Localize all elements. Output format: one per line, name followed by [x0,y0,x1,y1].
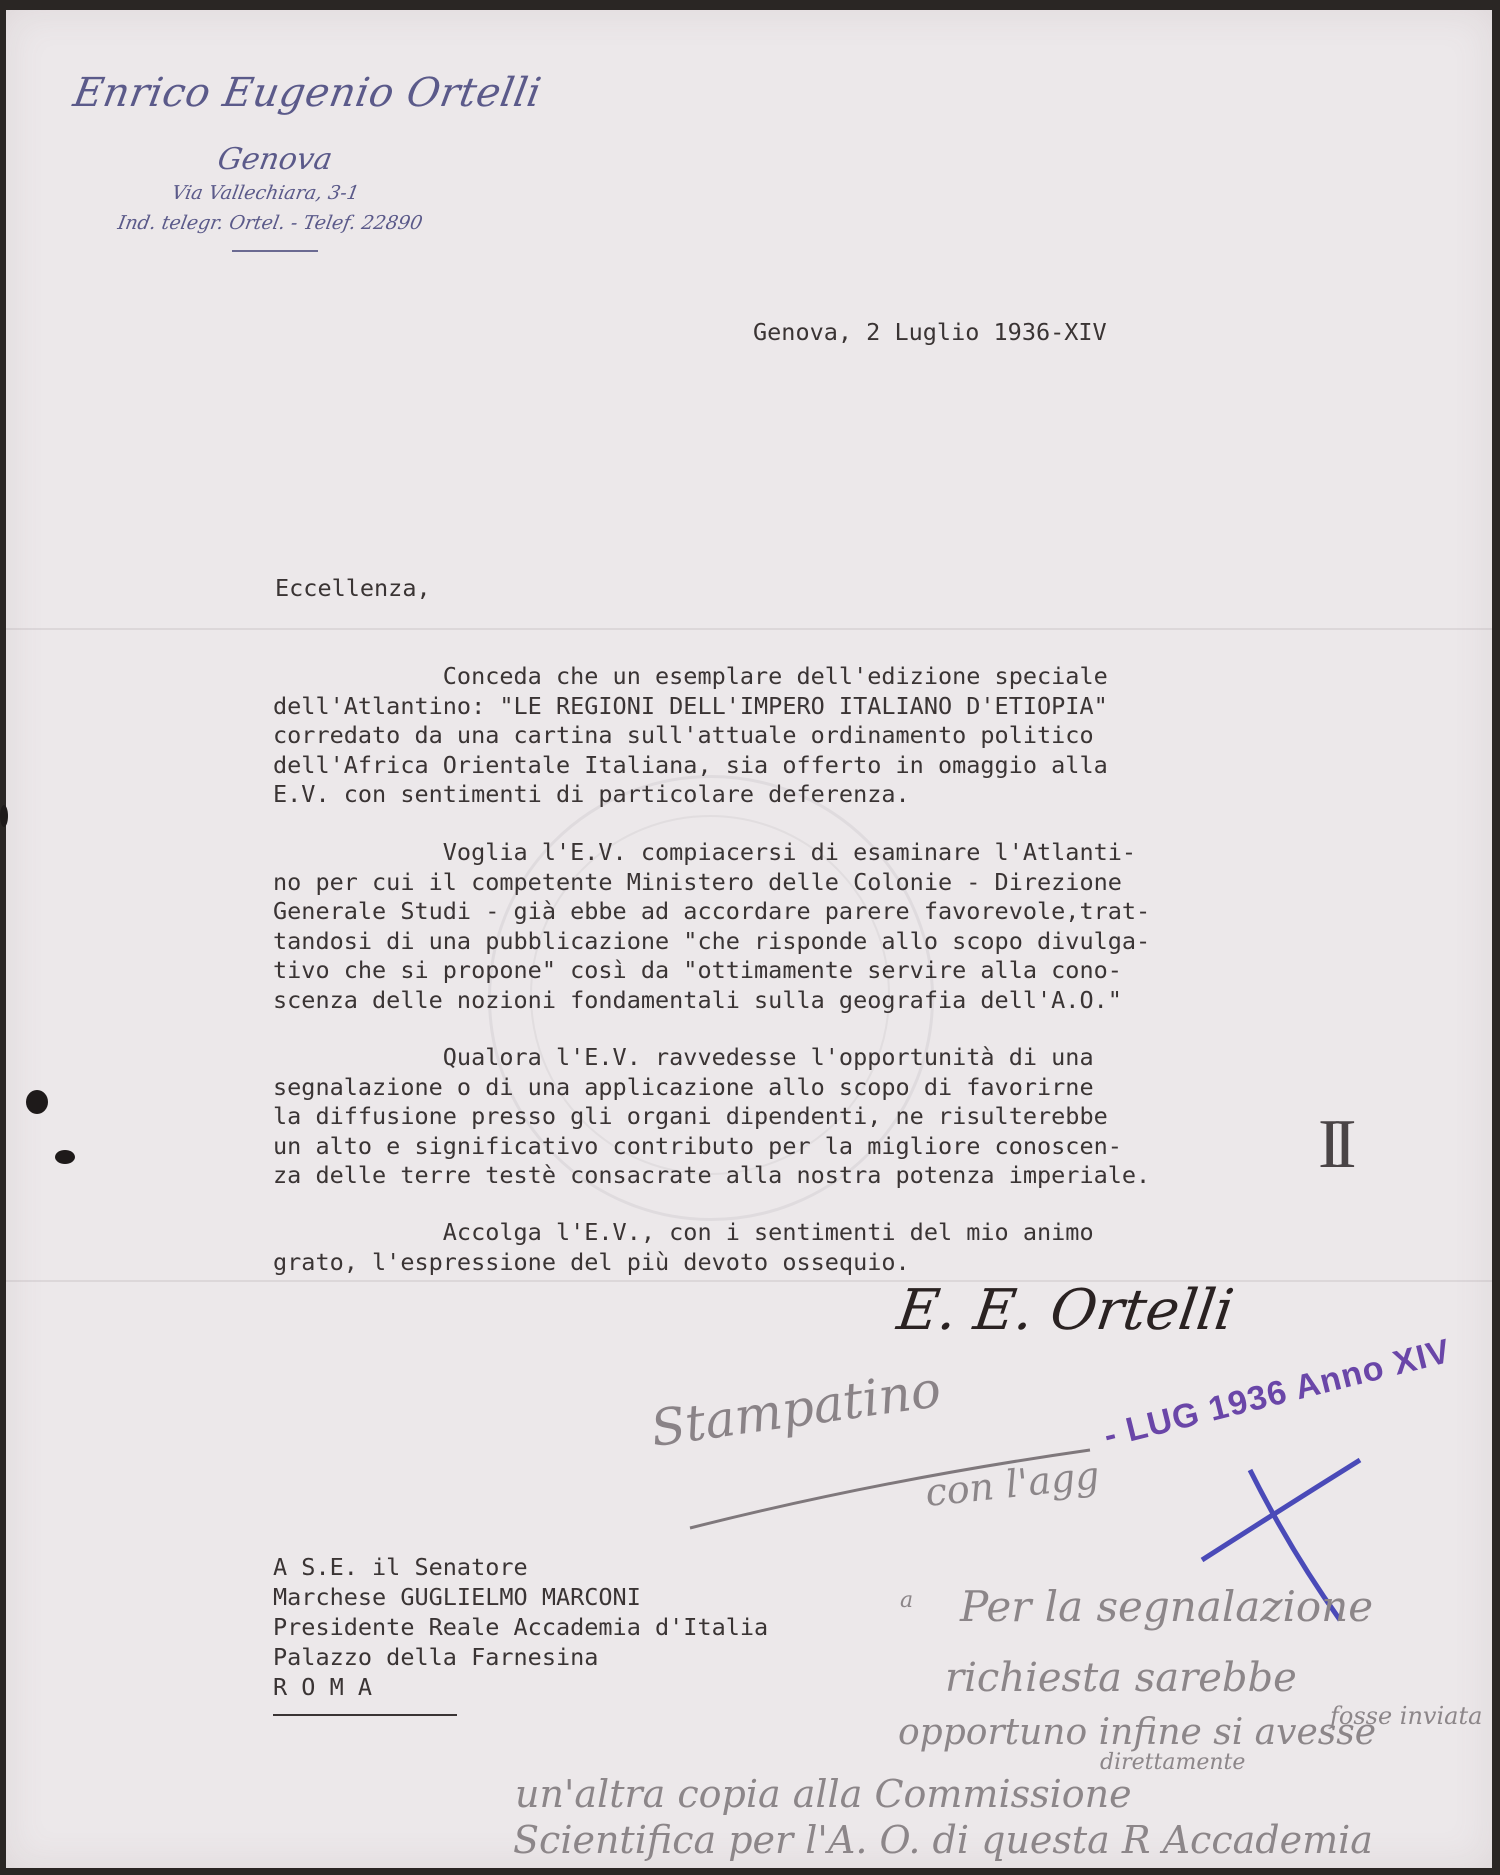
ink-blot [0,805,8,827]
annotation-con-agg: con l'agg [923,1452,1102,1516]
annotation-note-1: Per la segnalazione [960,1582,1374,1631]
ink-blot [55,1150,75,1164]
body-paragraph-3: Qualora l'E.V. ravvedesse l'opportunità di una segnalazione o di una applicazione allo scopo di favorirne la diffusione presso gli organi dipendenti, ne risulterebbe un alto e significativo contributo per la migliore conoscen- za delle terre testè consacrate alla nostra potenza imperiale. [273,1043,1151,1189]
recipient-address [273,1552,768,1702]
letterhead-name: Enrico Eugenio Ortelli [69,70,545,116]
annotation-note-2: richiesta sarebbe [945,1655,1297,1701]
roma-underline [273,1714,457,1716]
signature: E. E. Ortelli [893,1278,1238,1343]
recipient-line-2: Marchese GUGLIELMO MARCONI [273,1583,641,1611]
recipient-line-4: Palazzo della Farnesina [273,1643,599,1671]
annotation-note-5: un'altra copia alla Commissione [515,1772,1132,1816]
ink-blot [26,1090,48,1114]
letterhead-address: Via Vallechiara, 3-1 [170,182,361,204]
recipient-line-5: R O M A [273,1673,373,1701]
pencil-underline [680,1410,1100,1540]
annotation-note-3: opportuno infine si avesse [898,1712,1377,1753]
fold-line [6,628,1492,630]
letter-date: Genova, 2 Luglio 1936-XIV [753,318,1107,346]
date-stamp: - LUG 1936 Anno XIV [1100,1331,1455,1455]
letterhead-telegraph: Ind. telegr. Ortel. - Telef. 22890 [116,212,425,234]
body-paragraph-4: Accolga l'E.V., con i sentimenti del mio animo grato, l'espressione del più devoto ossequio. [273,1218,1094,1276]
recipient-line-1: A S.E. il Senatore [273,1553,528,1581]
salutation: Eccellenza, [275,574,431,602]
letterhead-rule [232,250,318,252]
annotation-note-4: direttamente [1100,1750,1246,1775]
recipient-line-3: Presidente Reale Accademia d'Italia [273,1613,769,1641]
margin-mark: II [1318,1106,1349,1183]
body-paragraph-1: Conceda che un esemplare dell'edizione speciale dell'Atlantino: "LE REGIONI DELL'IMPERO ITALIANO D'ETIOPIA" corredato da una cartina sull'attuale ordinamento politico dell'Africa Orientale Italiana, sia offerto in omaggio alla E.V. con sentimenti di particolare deferenza. [273,662,1108,808]
annotation-small-a: a [900,1588,914,1613]
annotation-note-3b: fosse inviata [1330,1702,1483,1730]
annotation-note-6: Scientifica per l'A. O. di questa R Accademia [513,1818,1373,1862]
annotation-stampatino: Stampatino [647,1359,945,1459]
letterhead-city: Genova [214,142,336,177]
body-paragraph-2: Voglia l'E.V. compiacersi di esaminare l'Atlanti- no per cui il competente Ministero delle Colonie - Direzione Generale Studi - già ebbe ad accordare parere favorevole,trat- tandosi di una pubblicazione "che risponde allo scopo divulga- tivo che si propone" così da "ottimamente servire alla cono- scenza delle nozioni fondamentali sulla geografia dell'A.O." [273,838,1151,1014]
fold-line [6,1280,1492,1282]
